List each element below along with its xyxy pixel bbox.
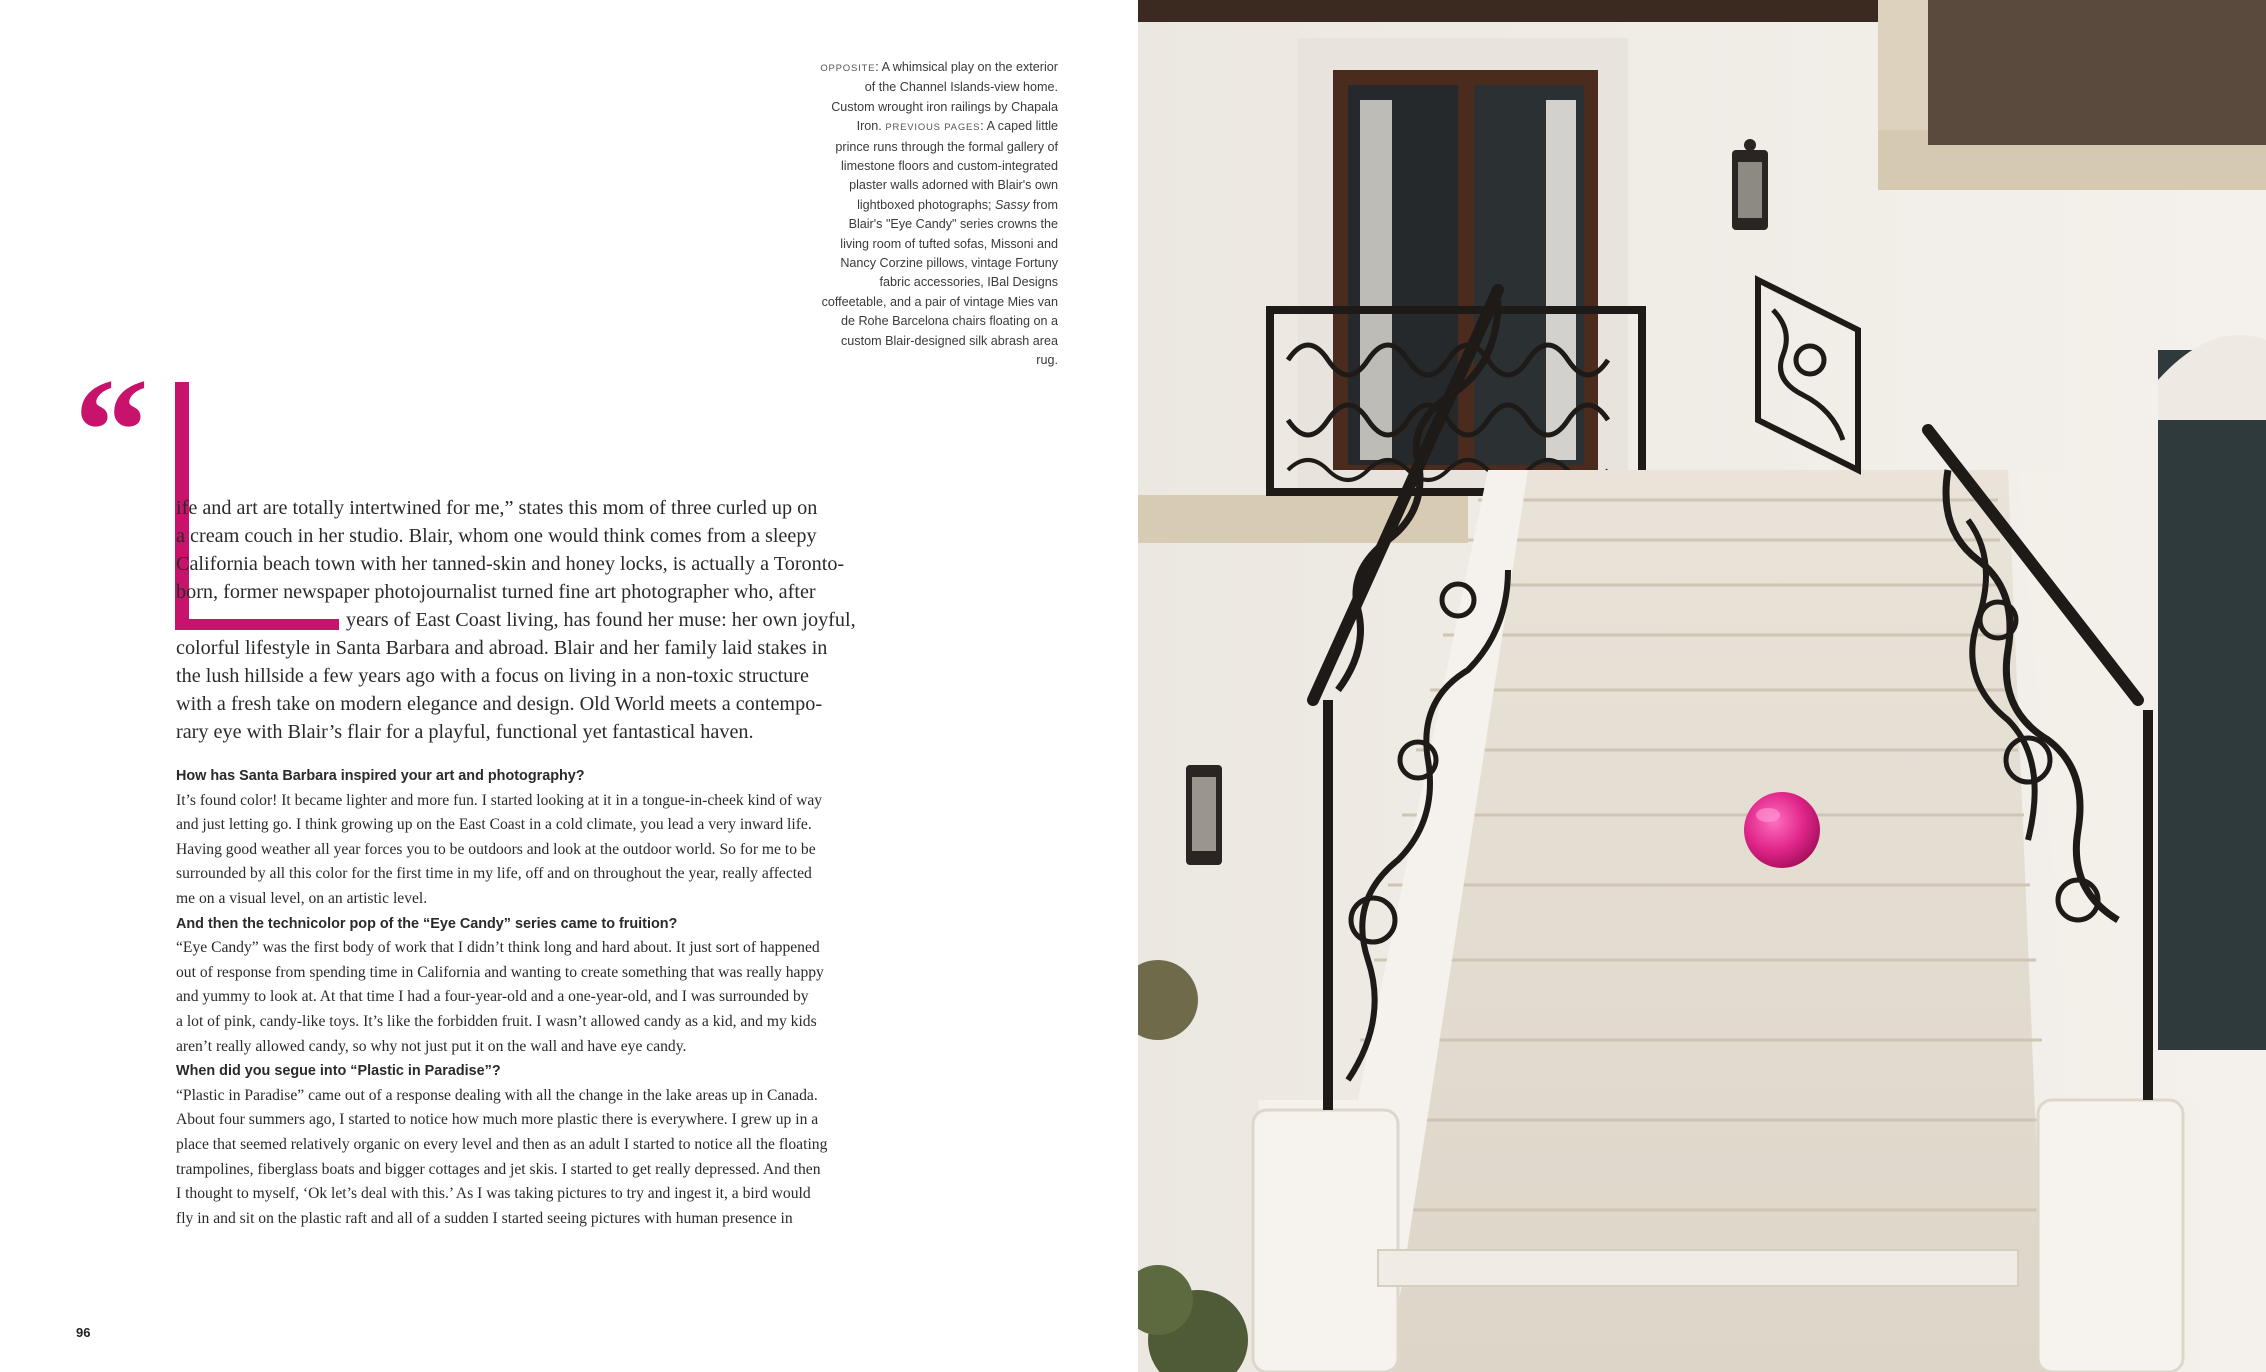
caption-previous-label: PREVIOUS PAGES xyxy=(885,122,981,134)
intro-line: with a fresh take on modern elegance and design. Old World meets a contempo- xyxy=(176,693,823,715)
intro-line: years of East Coast living, has found her muse: her own joyful, xyxy=(346,609,856,631)
upper-balcony-shadow xyxy=(1928,0,2266,145)
interview-question: And then the technicolor pop of the “Eye Candy” series came to fruition? xyxy=(176,915,678,932)
pink-ball xyxy=(1744,792,1820,868)
answer-line: and yummy to look at. At that time I had a four-year-old and a one-year-old, and I was surrounded by xyxy=(176,988,809,1006)
page-number: 96 xyxy=(76,1325,91,1340)
answer-line: It’s found color! It became lighter and more fun. I started looking at it in a tongue-in-cheek kind of way xyxy=(176,791,823,809)
answer-line: “Eye Candy” was the first body of work that I didn’t think long and hard about. It just sort of happened xyxy=(176,939,820,957)
pull-quote-mark: “ xyxy=(74,348,149,514)
lantern-lower xyxy=(1186,765,1222,865)
ball-highlight xyxy=(1756,808,1780,822)
interview-answer xyxy=(176,936,908,1059)
interview-answer xyxy=(176,1084,908,1232)
answer-line: Having good weather all year forces you to be outdoors and look at the outdoor world. So for me to be xyxy=(176,840,816,858)
answer-line: trampolines, fiberglass boats and bigger cottages and jet skis. I started to get really depressed. And then xyxy=(176,1160,821,1178)
answer-line: and just letting go. I think growing up on the East Coast in a cold climate, you lead a very inward life. xyxy=(176,816,812,834)
caption-opposite-label: OPPOSITE xyxy=(820,63,876,74)
answer-line: About four summers ago, I started to notice how much more plastic there is everywhere. I grew up in a xyxy=(176,1111,819,1129)
answer-line: surrounded by all this color for the first time in my life, off and on throughout the year, really affected xyxy=(176,865,812,883)
left-newel-base xyxy=(1253,1110,1398,1372)
answer-line: fly in and sit on the plastic raft and all of a sudden I started seeing pictures with human presence in xyxy=(176,1209,793,1227)
caption-artwork-title: Sassy xyxy=(995,197,1030,212)
intro-line: colorful lifestyle in Santa Barbara and abroad. Blair and her family laid stakes in xyxy=(176,637,828,659)
curtain-left xyxy=(1360,100,1392,460)
intro-line: born, former newspaper photojournalist turned fine art photographer who, after xyxy=(176,581,816,603)
answer-line: a lot of pink, candy-like toys. It’s like the forbidden fruit. I wasn’t allowed candy as a kid, and my kids xyxy=(176,1012,817,1030)
answer-line: place that seemed relatively organic on every level and then as an adult I started to notice all the floating xyxy=(176,1135,828,1153)
answer-line: I thought to myself, ‘Ok let’s deal with this.’ As I was taking pictures to try and ingest it, a bird would xyxy=(176,1185,811,1203)
intro-line: a cream couch in her studio. Blair, whom one would think comes from a sleepy xyxy=(176,525,817,547)
answer-line: me on a visual level, on an artistic level. xyxy=(176,889,428,907)
answer-line: “Plastic in Paradise” came out of a response dealing with all the change in the lake areas up in Canada. xyxy=(176,1086,818,1104)
arched-doorway xyxy=(2158,350,2266,1050)
interview-question: How has Santa Barbara inspired your art and photography? xyxy=(176,768,585,784)
staircase-illustration xyxy=(1138,0,2266,1372)
photo-caption xyxy=(820,58,1058,371)
answer-line: aren’t really allowed candy, so why not just put it on the wall and have eye candy. xyxy=(176,1037,687,1055)
caption-previous-text-2: from Blair's "Eye Candy" series crowns the living room of tufted sofas, Missoni and Nancy Corzine pillows, vintage Fortuny fabric accessories, IBal Designs coffeetable, and a pair of vintage Mies van de Rohe Barcelona chairs floating on a custom Blair-designed silk abrash area rug. xyxy=(821,197,1058,368)
intro-paragraph xyxy=(176,494,896,746)
right-newel-base xyxy=(2038,1100,2183,1372)
caption-previous-text-1: : A caped little prince runs through the formal gallery of limestone floors and custom-integrated plaster walls adorned with Blair's own lightboxed photographs; xyxy=(835,119,1058,212)
interview-answer xyxy=(176,789,908,912)
caption-opposite-text: : A whimsical play on the exterior of the Channel Islands-view home. Custom wrought iron railings by Chapala Iron. xyxy=(831,60,1058,134)
interview-question: When did you segue into “Plastic in Paradise”? xyxy=(176,1063,501,1080)
bottom-landing xyxy=(1378,1250,2018,1286)
intro-line: the lush hillside a few years ago with a focus on living in a non-toxic structure xyxy=(176,665,809,687)
intro-line: ife and art are totally intertwined for me,” states this mom of three curled up on xyxy=(176,497,818,519)
staircase-photo xyxy=(1138,0,2266,1372)
answer-line: out of response from spending time in California and wanting to create something that was really happy xyxy=(176,963,824,981)
intro-line: rary eye with Blair’s flair for a playful, functional yet fantastical haven. xyxy=(176,721,754,743)
lantern-upper xyxy=(1732,139,1768,230)
curtain-right xyxy=(1546,100,1576,460)
intro-line: California beach town with her tanned-skin and honey locks, is actually a Toronto- xyxy=(176,553,845,575)
stone-pilaster xyxy=(1878,0,1928,140)
interview-body xyxy=(176,764,908,1231)
